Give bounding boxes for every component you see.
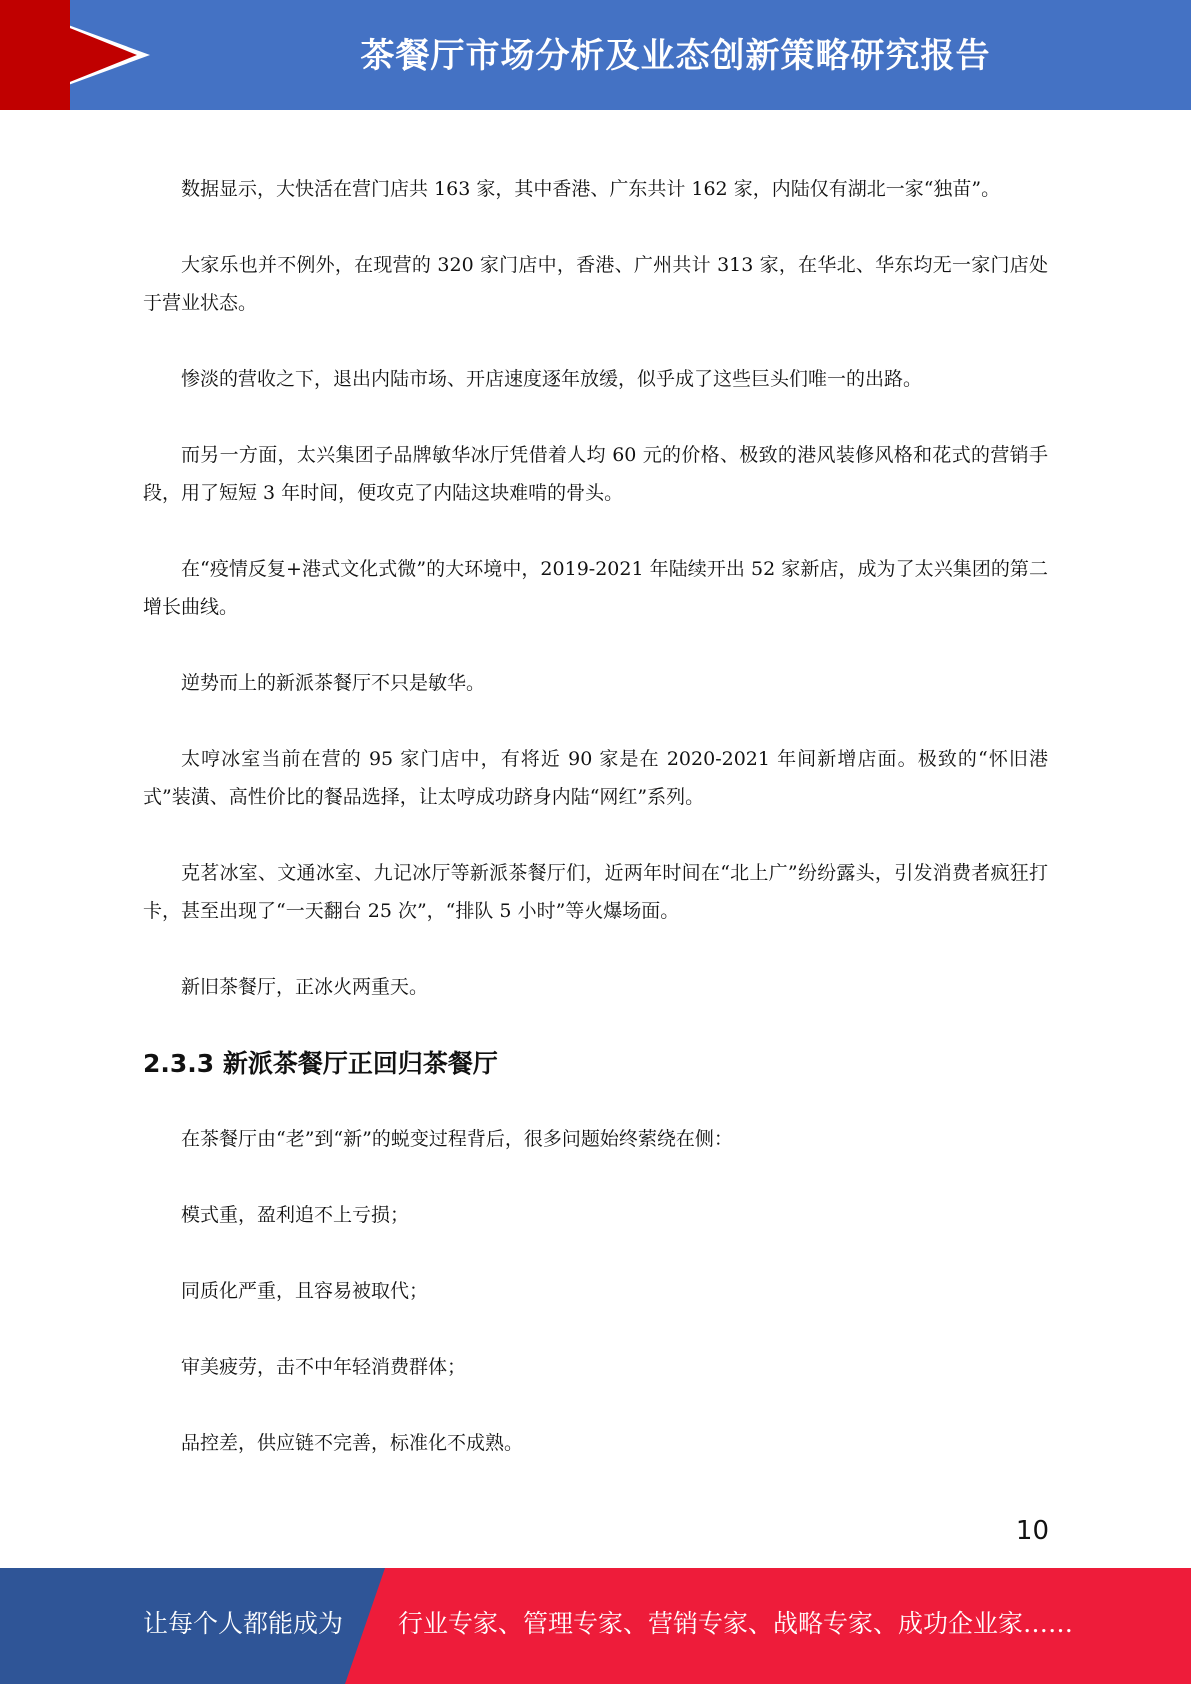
page-body xyxy=(143,170,1048,1500)
paragraph: 在茶餐厅由“老”到“新”的蜕变过程背后，很多问题始终萦绕在侧： xyxy=(181,1128,733,1150)
paragraph: 逆势而上的新派茶餐厅不只是敏华。 xyxy=(181,672,486,694)
list-item: 同质化严重，且容易被取代； xyxy=(181,1280,429,1302)
page-header xyxy=(0,0,1191,110)
paragraph: 太哼冰室当前在营的 95 家门店中，有将近 90 家是在 2020-2021 年间新增店面。极致的“怀旧港式”装潢、高性价比的餐品选择，让太哼成功跻身内陆“网红”系列。 xyxy=(143,748,1048,808)
paragraph: 惨淡的营收之下，退出内陆市场、开店速度逐年放缓，似乎成了这些巨头们唯一的出路。 xyxy=(181,368,923,390)
footer-slogan-right: 行业专家、管理专家、营销专家、战略专家、成功企业家…… xyxy=(398,1609,1074,1638)
section-heading: 2.3.3 新派茶餐厅正回归茶餐厅 xyxy=(143,1049,498,1078)
paragraph: 新旧茶餐厅，正冰火两重天。 xyxy=(181,976,429,998)
paragraph: 克茗冰室、文通冰室、九记冰厅等新派茶餐厅们，近两年时间在“北上广”纷纷露头，引发消费者疯狂打卡，甚至出现了“一天翻台 25 次”，“排队 5 小时”等火爆场面。 xyxy=(143,862,1048,922)
list-item: 品控差，供应链不完善，标准化不成熟。 xyxy=(181,1432,524,1454)
header-red-arrow xyxy=(0,0,137,110)
paragraph: 在“疫情反复+港式文化式微”的大环境中，2019-2021 年陆续开出 52 家新店，成为了太兴集团的第二增长曲线。 xyxy=(143,558,1048,618)
list-item: 模式重，盈利追不上亏损； xyxy=(181,1204,410,1226)
footer-slogan-left: 让每个人都能成为 xyxy=(143,1609,344,1638)
paragraph: 大家乐也并不例外，在现营的 320 家门店中，香港、广州共计 313 家，在华北、华东均无一家门店处于营业状态。 xyxy=(143,254,1048,314)
page-number: 10 xyxy=(1015,1516,1049,1546)
page-footer xyxy=(0,1568,1191,1684)
paragraph: 数据显示，大快活在营门店共 163 家，其中香港、广东共计 162 家，内陆仅有湖北一家“独苗”。 xyxy=(181,178,1001,200)
report-title: 茶餐厅市场分析及业态创新策略研究报告 xyxy=(360,36,991,76)
paragraph: 而另一方面，太兴集团子品牌敏华冰厅凭借着人均 60 元的价格、极致的港风装修风格和花式的营销手段，用了短短 3 年时间，便攻克了内陆这块难啃的骨头。 xyxy=(143,444,1048,504)
list-item: 审美疲劳，击不中年轻消费群体； xyxy=(181,1356,467,1378)
